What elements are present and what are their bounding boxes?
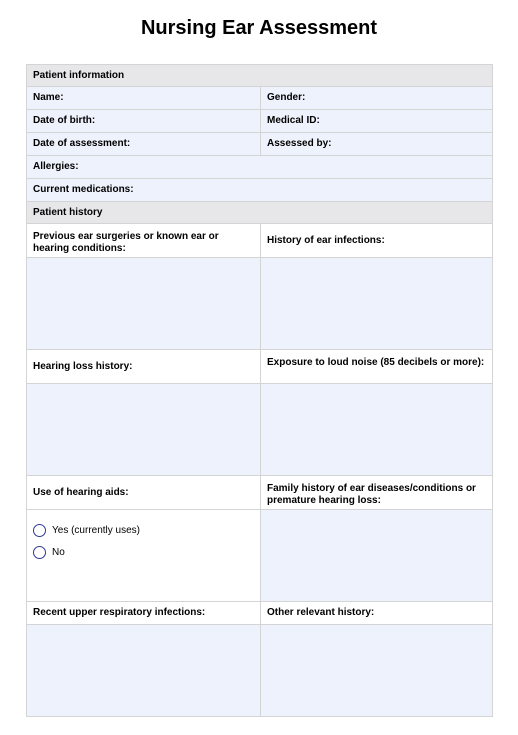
question-row xyxy=(27,350,492,384)
hearing-loss-label: Hearing loss history: xyxy=(33,360,133,372)
date-of-assessment-label: Date of assessment: xyxy=(33,138,131,149)
section-label: Patient information xyxy=(33,69,125,81)
family-history-field[interactable] xyxy=(261,510,492,601)
current-medications-label: Current medications: xyxy=(33,184,134,195)
radio-yes-currently-uses[interactable] xyxy=(33,524,140,537)
allergies-label: Allergies: xyxy=(33,161,79,172)
ear-infections-field[interactable] xyxy=(261,258,492,349)
hearing-aids-label: Use of hearing aids: xyxy=(33,486,129,498)
previous-surgeries-label: Previous ear surgeries or known ear or hearing conditions: xyxy=(33,231,219,254)
form-row xyxy=(27,133,492,156)
assessed-by-label: Assessed by: xyxy=(267,138,332,149)
radio-option-label: No xyxy=(52,547,65,558)
form-row xyxy=(27,87,492,110)
date-of-birth-label: Date of birth: xyxy=(33,115,96,126)
gender-field[interactable] xyxy=(261,87,492,109)
answer-row xyxy=(27,625,492,717)
section-header-patient-history xyxy=(27,202,492,224)
name-field[interactable] xyxy=(27,87,261,109)
form-row xyxy=(27,156,492,179)
radio-circle-icon[interactable] xyxy=(33,546,46,559)
assessment-form xyxy=(26,64,493,717)
answer-row xyxy=(27,258,492,350)
loud-noise-label: Exposure to loud noise (85 decibels or more): xyxy=(267,357,485,368)
radio-circle-icon[interactable] xyxy=(33,524,46,537)
hearing-aids-options xyxy=(27,510,261,601)
previous-surgeries-field[interactable] xyxy=(27,258,261,349)
respiratory-infections-field[interactable] xyxy=(27,625,261,716)
date-of-assessment-field[interactable] xyxy=(27,133,261,155)
form-row xyxy=(27,179,492,202)
respiratory-infections-label: Recent upper respiratory infections: xyxy=(33,607,206,618)
gender-label: Gender: xyxy=(267,92,306,103)
page-title: Nursing Ear Assessment xyxy=(140,17,377,39)
assessed-by-field[interactable] xyxy=(261,133,492,155)
radio-option-label: Yes (currently uses) xyxy=(52,525,140,536)
section-header-patient-information xyxy=(27,65,492,87)
current-medications-field[interactable] xyxy=(27,179,492,201)
date-of-birth-field[interactable] xyxy=(27,110,261,132)
other-history-field[interactable] xyxy=(261,625,492,716)
radio-no[interactable] xyxy=(33,546,65,559)
allergies-field[interactable] xyxy=(27,156,492,178)
family-history-label: Family history of ear diseases/conditions or premature hearing loss: xyxy=(267,483,476,506)
ear-infections-label: History of ear infections: xyxy=(267,234,385,246)
loud-noise-field[interactable] xyxy=(261,384,492,475)
other-history-label: Other relevant history: xyxy=(267,607,375,618)
question-row xyxy=(27,224,492,258)
form-row xyxy=(27,110,492,133)
medical-id-label: Medical ID: xyxy=(267,115,320,126)
question-row xyxy=(27,476,492,510)
medical-id-field[interactable] xyxy=(261,110,492,132)
hearing-loss-field[interactable] xyxy=(27,384,261,475)
answer-row xyxy=(27,384,492,476)
answer-row xyxy=(27,510,492,602)
section-label: Patient history xyxy=(33,206,103,218)
name-label: Name: xyxy=(33,92,64,103)
question-row xyxy=(27,602,492,625)
